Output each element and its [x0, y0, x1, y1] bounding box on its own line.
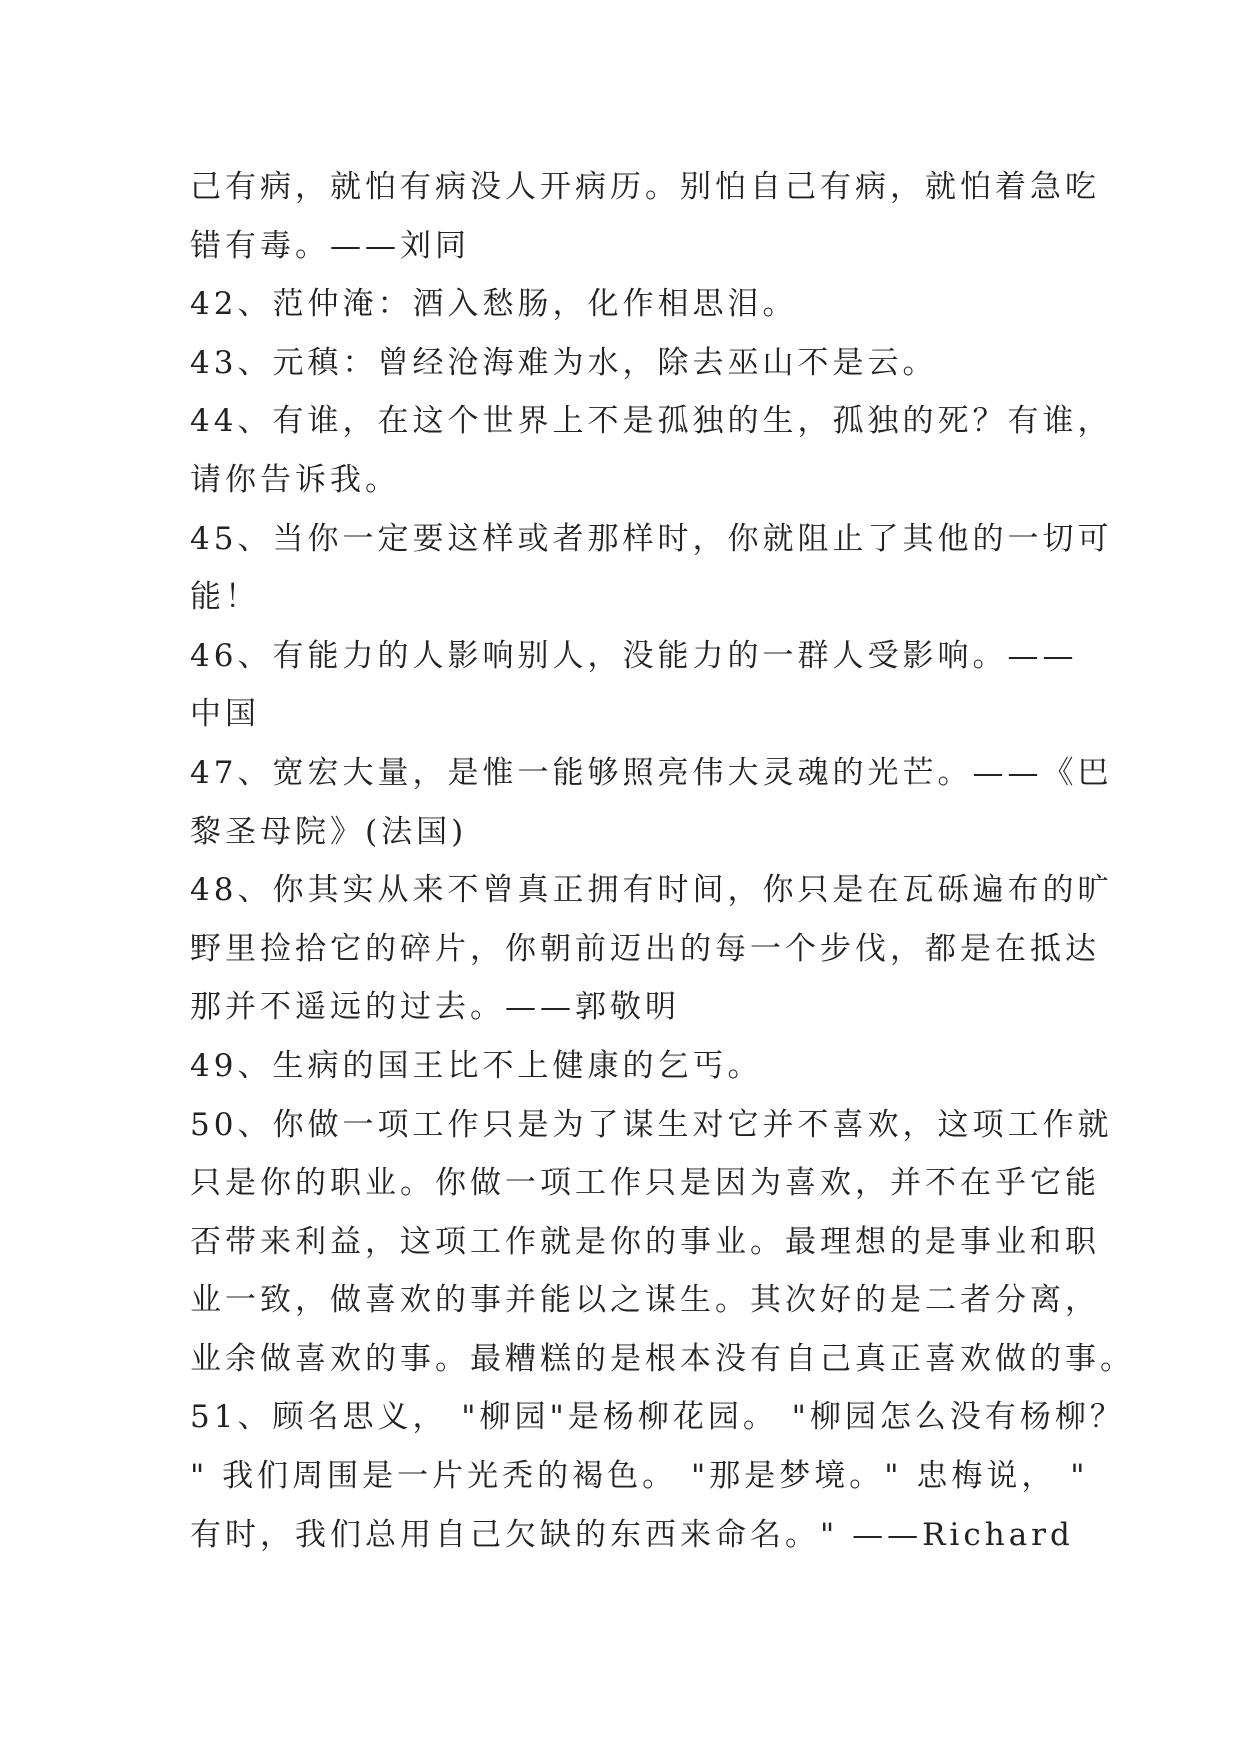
- text-line: 错有毒。——刘同: [190, 227, 470, 264]
- text-line: 51、顾名思义， "柳园"是杨柳花园。 "柳园怎么没有杨柳？: [190, 1399, 1125, 1436]
- text-line: 44、有谁，在这个世界上不是孤独的生，孤独的死？有谁，: [190, 403, 1113, 440]
- text-line: 有时，我们总用自己欠缺的东西来命名。" ——Richard: [190, 1516, 1074, 1553]
- text-line: 请你告诉我。: [190, 461, 400, 498]
- text-line: 那并不遥远的过去。——郭敬明: [190, 989, 680, 1026]
- text-line: 46、有能力的人影响别人，没能力的一群人受影响。——: [190, 637, 1078, 674]
- text-line: 己有病，就怕有病没人开病历。别怕自己有病，就怕着急吃: [190, 169, 1100, 205]
- text-line: 50、你做一项工作只是为了谋生对它并不喜欢，这项工作就: [190, 1106, 1113, 1143]
- text-line: 49、生病的国王比不上健康的乞丐。: [190, 1047, 763, 1084]
- text-line: 否带来利益，这项工作就是你的事业。最理想的是事业和职: [190, 1223, 1100, 1260]
- text-line: 只是你的职业。你做一项工作只是因为喜欢，并不在乎它能: [190, 1165, 1100, 1202]
- text-line: 43、元稹：曾经沧海难为水，除去巫山不是云。: [190, 344, 938, 381]
- text-line: 野里捡拾它的碎片，你朝前迈出的每一个步伐，都是在抵达: [190, 930, 1100, 967]
- text-line: 中国: [190, 696, 260, 733]
- text-line: 48、你其实从来不曾真正拥有时间，你只是在瓦砾遍布的旷: [190, 872, 1113, 909]
- text-line: 42、范仲淹：酒入愁肠，化作相思泪。: [190, 286, 798, 323]
- text-line: 业余做喜欢的事。最糟糕的是根本没有自己真正喜欢做的事。: [190, 1340, 1135, 1377]
- text-line: 业一致，做喜欢的事并能以之谋生。其次好的是二者分离，: [190, 1282, 1100, 1319]
- text-line: " 我们周围是一片光秃的褐色。 "那是梦境。" 忠梅说， ": [190, 1458, 1089, 1495]
- text-line: 黎圣母院》(法国): [190, 813, 468, 850]
- text-line: 45、当你一定要这样或者那样时，你就阻止了其他的一切可: [190, 520, 1113, 557]
- document-body: [190, 158, 1135, 1564]
- text-line: 47、宽宏大量，是惟一能够照亮伟大灵魂的光芒。——《巴: [190, 754, 1113, 791]
- text-line: 能！: [190, 579, 260, 616]
